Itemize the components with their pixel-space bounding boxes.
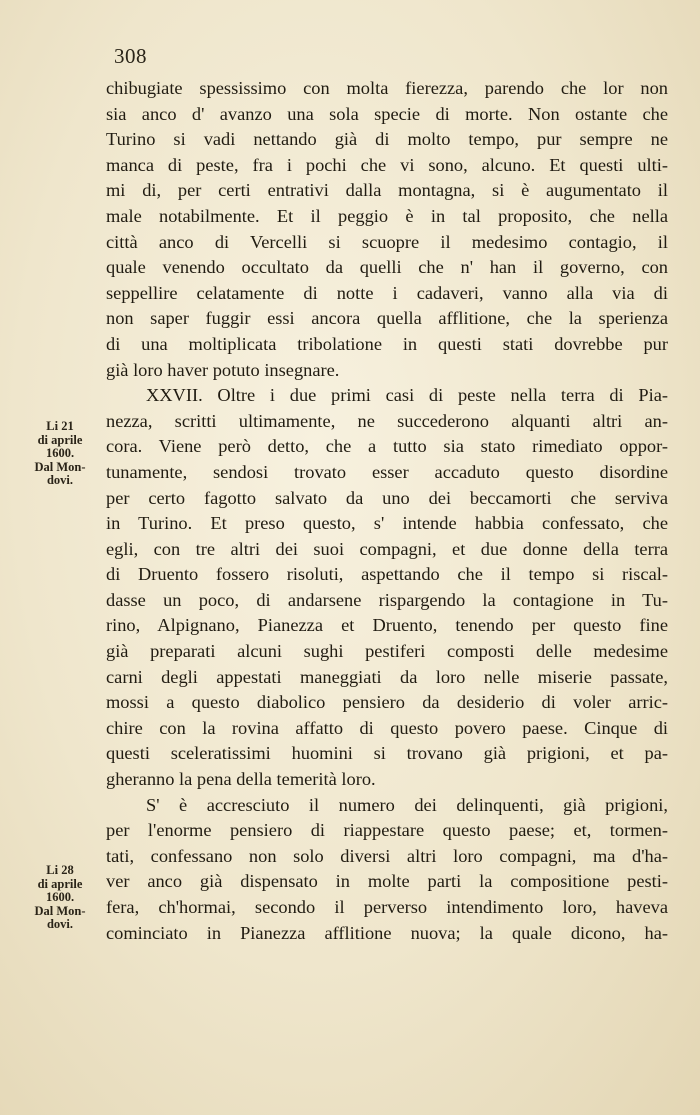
text-line: chibugiate spessissimo con molta fierezza, parendo che lor non <box>106 78 668 98</box>
text-line: chire con la rovina affatto di questo povero paese. Cinque di <box>106 717 668 738</box>
text-line: seppellire celatamente di notte i cadaveri, vanno alla via di <box>106 282 668 303</box>
text-line: questi sceleratissimi huomini si trovano già prigioni, et pa- <box>106 743 668 764</box>
margin-note-2 <box>24 864 96 932</box>
text-line: nezza, scritti ultimamente, ne succederono alquanti altri an- <box>106 410 668 431</box>
margin-note-line: 1600. <box>45 890 75 904</box>
text-line: manca di peste, fra i pochi che vi sono, alcuno. Et questi ulti- <box>106 154 668 175</box>
text-line: dasse un poco, di andarsene rispargendo la contagione in Tu- <box>106 589 668 610</box>
margin-note-line: Li 28 <box>46 863 74 877</box>
text-line: carni degli appestati maneggiati da loro nelle miserie passate, <box>106 666 668 687</box>
text-line: Turino si vadi nettando già di molto tempo, pur sempre ne <box>106 129 668 150</box>
text-line: di una moltiplicata tribolatione in questi stati dovrebbe pur <box>106 333 668 354</box>
text-line: tunamente, sendosi trovato esser accaduto questo disordine <box>106 461 668 482</box>
margin-note-line: Dal Mon- <box>34 903 86 918</box>
text-line: per certo fagotto salvato da uno dei beccamorti che serviva <box>106 487 668 508</box>
text-line: male notabilmente. Et il peggio è in tal proposito, che nella <box>106 205 668 226</box>
margin-note-line: dovi. <box>46 473 74 487</box>
text-line: ver anco già dispensato in molte parti la compositione pesti- <box>106 871 668 892</box>
text-line: in Turino. Et preso questo, s' intende habbia confessato, che <box>106 513 668 534</box>
text-line: cominciato in Pianezza afflitione nuova; la quale dicono, ha- <box>106 922 668 943</box>
text-line: rino, Alpignano, Pianezza et Druento, tenendo per questo fine <box>106 615 668 636</box>
text-line: fera, ch'hormai, secondo il perverso intendimento loro, haveva <box>106 897 668 917</box>
text-line: tati, confessano non solo diversi altri loro compagni, ma d'ha- <box>106 845 668 866</box>
margin-note-line: di aprile <box>37 876 83 891</box>
text-line: gheranno la pena della temerità loro. <box>106 769 376 790</box>
margin-note-line: di aprile <box>37 432 83 447</box>
text-line: mi di, per certi entrativi dalla montagna, si è augumentato il <box>106 180 668 201</box>
text-line: di Druento fossero risoluti, aspettando che il tempo si riscal- <box>106 564 668 585</box>
text-line: sia anco d' avanzo una sola specie di morte. Non ostante che <box>106 103 668 124</box>
page-number: 308 <box>114 44 147 68</box>
text-line: mossi a questo diabolico pensiero da desiderio di voler arric- <box>106 692 668 713</box>
text-line: cora. Viene però detto, che a tutto sia stato rimediato oppor- <box>106 436 668 457</box>
text-line: per l'enorme pensiero di riappestare questo paese; et, tormen- <box>106 820 668 841</box>
text-line: non saper fuggir essi ancora quella afflitione, che la sperienza <box>106 308 668 329</box>
margin-note-line: Li 21 <box>46 419 74 433</box>
body-text <box>106 76 668 946</box>
text-line: già loro haver potuto insegnare. <box>106 359 340 380</box>
margin-note-line: 1600. <box>45 446 75 460</box>
paragraph-start: S' è accresciuto il numero dei delinquenti, già prigioni, <box>146 794 668 815</box>
text-line: già preparati alcuni sughi pestiferi composti delle medesime <box>106 641 668 662</box>
text-line: città anco di Vercelli si scuopre il medesimo contagio, il <box>106 231 668 252</box>
margin-note-1 <box>24 420 96 488</box>
margin-note-line: dovi. <box>46 917 74 931</box>
text-line: quale venendo occultato da quelli che n' han il governo, con <box>106 257 668 278</box>
margin-note-line: Dal Mon- <box>34 459 86 474</box>
paragraph-start: XXVII. Oltre i due primi casi di peste nella terra di Pia- <box>146 385 668 406</box>
text-line: egli, con tre altri dei suoi compagni, et due donne della terra <box>106 538 668 559</box>
